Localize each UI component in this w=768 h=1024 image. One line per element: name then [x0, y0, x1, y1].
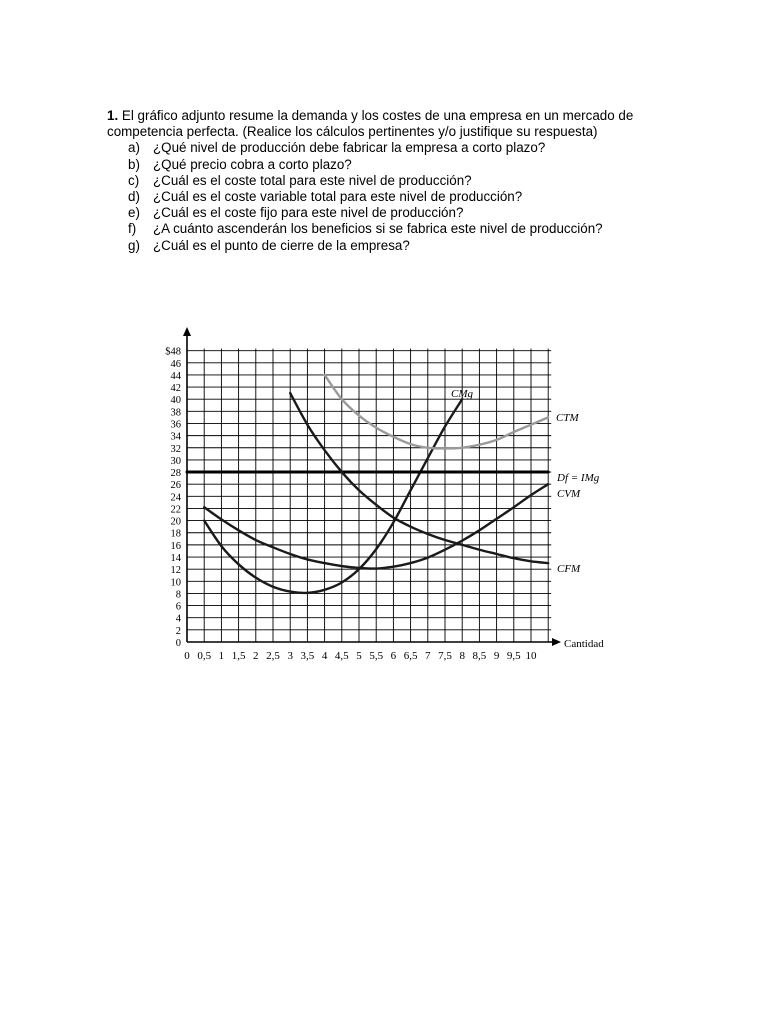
problem-number: 1. [107, 108, 119, 123]
x-tick-label: 7,5 [438, 650, 452, 662]
series-label: CFM [557, 563, 581, 575]
x-tick-label: 9 [493, 650, 500, 662]
y-axis-arrow [183, 327, 191, 336]
question-text: ¿A cuánto ascenderán los beneficios si se fabrica este nivel de producción? [153, 221, 603, 237]
question-letter: b) [128, 156, 140, 172]
x-axis-arrow [552, 638, 561, 646]
question-text: ¿Cuál es el punto de cierre de la empresa? [153, 237, 410, 253]
question-text: ¿Qué precio cobra a corto plazo? [153, 156, 352, 172]
x-tick-label: 10 [525, 650, 537, 662]
question-letter: e) [128, 205, 140, 221]
series-label: CVM [557, 488, 581, 500]
x-tick-label: 1 [218, 650, 225, 662]
y-tick-label: 16 [170, 540, 181, 552]
question-letter: a) [128, 140, 140, 156]
y-tick-label: 34 [170, 431, 181, 443]
y-tick-label: 6 [175, 601, 181, 613]
x-tick-label: 0,5 [197, 650, 212, 662]
y-tick-label: 8 [175, 589, 181, 601]
question-letter: c) [128, 172, 140, 188]
question-text: ¿Cuál es el coste variable total para este nivel de producción? [153, 189, 523, 205]
question-letter: g) [128, 237, 140, 253]
y-tick-label: 10 [170, 577, 181, 589]
problem-statement-text: El gráfico adjunto resume la demanda y los costes de una empresa en un mercado de competencia perfecta. (Realice los cálculos pertinentes y/o justifique su respuesta) [107, 108, 634, 140]
x-tick-label: 2,5 [266, 650, 280, 662]
y-tick-label: 44 [170, 370, 181, 382]
x-tick-label: 9,5 [506, 650, 521, 662]
x-tick-label: 5 [356, 650, 362, 662]
x-tick-label: 8 [459, 650, 465, 662]
question-letter: f) [128, 221, 137, 237]
chart-ticks [165, 347, 604, 662]
y-tick-label: 12 [170, 565, 181, 577]
x-tick-label: 8,5 [472, 650, 487, 662]
y-tick-label: 26 [170, 480, 181, 492]
y-tick-label: 22 [170, 504, 181, 516]
y-tick-label: 4 [175, 613, 181, 625]
x-tick-label: 0 [184, 650, 190, 662]
x-tick-label: 3,5 [300, 650, 315, 662]
y-tick-label: 30 [170, 455, 181, 467]
series-label: CMg [451, 388, 473, 400]
series-label: Df = IMg [557, 472, 600, 484]
chart-grid [187, 349, 551, 642]
x-axis-title: Cantidad [564, 638, 604, 650]
y-tick-label: 42 [170, 383, 181, 395]
y-tick-label: 36 [170, 419, 181, 431]
y-tick-label: 18 [170, 528, 181, 540]
x-tick-label: 5,5 [369, 650, 384, 662]
x-tick-label: 2 [253, 650, 259, 662]
y-tick-label: 0 [175, 638, 181, 649]
y-tick-label: 32 [170, 443, 181, 455]
y-tick-label: 40 [170, 395, 181, 407]
x-tick-label: 4,5 [334, 650, 349, 662]
question-text: ¿Cuál es el coste total para este nivel de producción? [153, 172, 472, 188]
x-tick-label: 6,5 [403, 650, 418, 662]
series-label: CTM [556, 412, 579, 424]
x-tick-label: 1,5 [231, 650, 246, 662]
y-tick-label: 14 [170, 553, 181, 565]
x-tick-label: 7 [425, 650, 431, 662]
y-tick-label: $48 [165, 346, 181, 358]
question-text: ¿Cuál es el coste fijo para este nivel de producción? [153, 205, 464, 221]
x-tick-label: 3 [287, 650, 293, 662]
y-tick-label: 20 [170, 516, 181, 528]
y-tick-label: 46 [170, 358, 181, 370]
y-tick-label: 2 [175, 625, 181, 637]
question-letter: d) [128, 189, 140, 205]
x-tick-label: 6 [390, 650, 397, 662]
cfm-curve [290, 393, 548, 563]
y-tick-label: 38 [170, 407, 181, 419]
y-tick-label: 24 [170, 492, 181, 504]
y-tick-label: 28 [170, 468, 181, 480]
x-tick-label: 4 [321, 650, 328, 662]
question-text: ¿Qué nivel de producción debe fabricar la empresa a corto plazo? [153, 140, 546, 156]
